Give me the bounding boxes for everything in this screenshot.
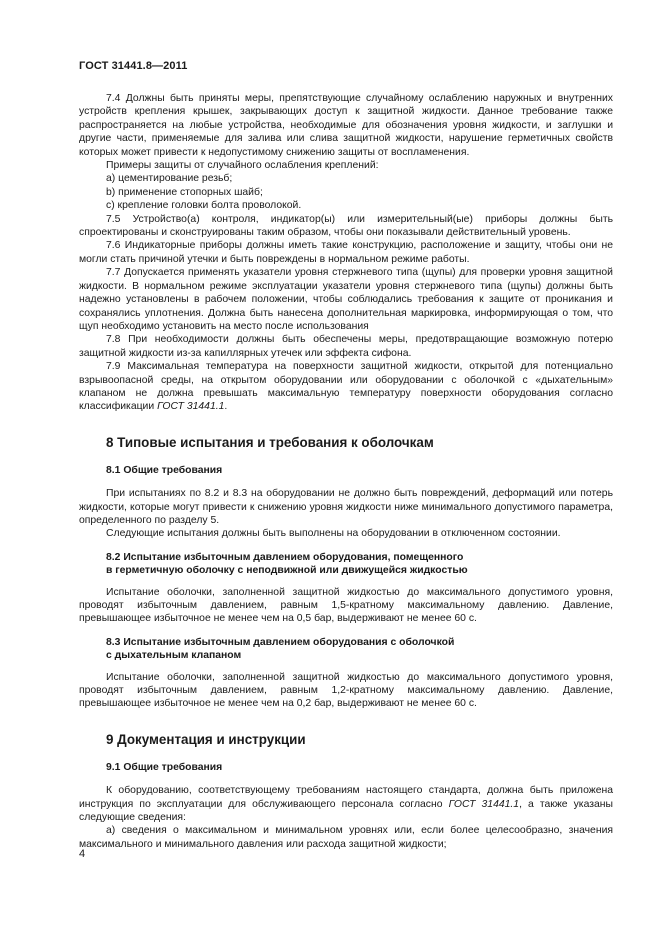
page-content — [79, 92, 613, 851]
subsection-8-2-heading-line-2: в герметичную оболочку с неподвижной или движущейся жидкостью — [106, 565, 468, 577]
paragraph-7-4: 7.4 Должны быть приняты меры, препятствующие случайному ослаблению наружных и внутренних устройств крепления крышек, закрывающих доступ к защитной жидкости. Данное требование также распространяется на любые устройства, необходимые для обозначения уровня жидкости, и заглушки и другие части, применяемые для залива или слива защитной жидкости, нарушение герметичных свойств которых может привести к недопустимому снижению защиты от воспламенения. — [79, 93, 613, 158]
paragraph-7-9-text: 7.9 Максимальная температура на поверхности защитной жидкости, открытой для потенциально взрывоопасной среды, на открытом оборудовании или оборудовании с оболочкой с «дыхательным» клапаном не должна превышать максимальную температуру поверхности оборудования согласно классификации — [79, 361, 613, 413]
subsection-8-3-heading — [106, 636, 613, 663]
document-code-header: ГОСТ 31441.8—2011 — [79, 60, 188, 72]
section-8-heading: 8 Типовые испытания и требования к оболочкам — [106, 434, 434, 450]
list-item-a: а) сведения о максимальном и минимальном уровнях или, если более целесообразно, значения максимального и минимального давления или расхода защитной жидкости; — [79, 825, 613, 850]
paragraph-7-6: 7.6 Индикаторные приборы должны иметь такие конструкцию, расположение и защиту, чтобы они не могли стать причиной утечки и быть повреждены в нормальном режиме работы. — [79, 240, 613, 265]
paragraph-9-1-1-end: , а также указаны следующие сведения: — [79, 798, 613, 824]
paragraph-9-1-1-text: К оборудованию, соответствующему требованиям настоящего стандарта, должна быть приложена инструкция по эксплуатации для обслуживающего персонала согласно — [79, 785, 613, 810]
paragraph-7-9 — [79, 360, 613, 414]
paragraph-7-8: 7.8 При необходимости должны быть обеспечены меры, предотвращающие возможную потерю защитной жидкости из-за капиллярных утечек или эффекта сифона. — [79, 334, 613, 359]
list-item-a: а) цементирование резьб; — [106, 173, 233, 185]
paragraph-9-1-1 — [79, 784, 613, 824]
subsection-9-1-heading: 9.1 Общие требования — [106, 761, 223, 773]
list-item-b: b) применение стопорных шайб; — [106, 186, 263, 198]
subsection-8-3-heading-line-1: 8.3 Испытание избыточным давлением оборудования с оболочкой — [106, 636, 455, 648]
paragraph-8-1-2: Следующие испытания должны быть выполнены на оборудовании в отключенном состоянии. — [106, 528, 561, 540]
page-number: 4 — [79, 848, 86, 860]
paragraph-8-3: Испытание оболочки, заполненной защитной жидкостью до максимального допустимого уровня, проводят избыточным давлением, равным 1,2-кратному максимальному давлению. Давление, превышающее избыточное не менее чем на 0,2 бар, выдерживают не менее 60 с. — [79, 671, 613, 710]
subsection-8-2-heading — [106, 551, 613, 578]
list-item-c: c) крепление головки болта проволокой. — [106, 200, 302, 212]
paragraph-7-4-examples: Примеры защиты от случайного ослабления креплений: — [106, 160, 379, 172]
paragraph-8-1-1: При испытаниях по 8.2 и 8.3 на оборудовании не должно быть повреждений, деформаций или потерь жидкости, которые могут привести к снижению уровня жидкости ниже минимального допустимого параметра, определенного по разделу 5. — [79, 488, 613, 526]
paragraph-8-2: Испытание оболочки, заполненной защитной жидкостью до максимального допустимого уровня, проводят избыточным давлением, равным 1,5-кратному максимальному давлению. Давление, превышающее избыточное не менее чем на 0,5 бар, выдерживают не менее 60 с. — [79, 586, 613, 625]
standard-reference: ГОСТ 31441.1 — [157, 401, 225, 413]
subsection-8-2-heading-line-1: 8.2 Испытание избыточным давлением оборудования, помещенного — [106, 551, 464, 563]
section-9-heading: 9 Документация и инструкции — [106, 731, 306, 747]
standard-reference: ГОСТ 31441.1 — [448, 798, 520, 810]
subsection-8-3-heading-line-2: с дыхательным клапаном — [106, 650, 242, 662]
paragraph-7-5: 7.5 Устройство(а) контроля, индикатор(ы) или измерительный(ые) приборы должны быть спроектированы и сконструированы таким образом, чтобы они показывали действительный уровень. — [79, 213, 613, 239]
paragraph-7-7: 7.7 Допускается применять указатели уровня стержневого типа (щупы) для проверки уровня защитной жидкости. В нормальном режиме эксплуатации указатели уровня стержневого типа (щупы) должны быть надежно установлены в рабочем положении, чтобы соблюдались требования к защите от проникания и сохранялись уплотнения. Должна быть нанесена дополнительная маркировка, информирующая о том, что щуп необходимо установить на место после использования — [79, 267, 613, 332]
subsection-8-1-heading: 8.1 Общие требования — [106, 464, 223, 476]
paragraph-7-9-end: . — [224, 401, 228, 413]
